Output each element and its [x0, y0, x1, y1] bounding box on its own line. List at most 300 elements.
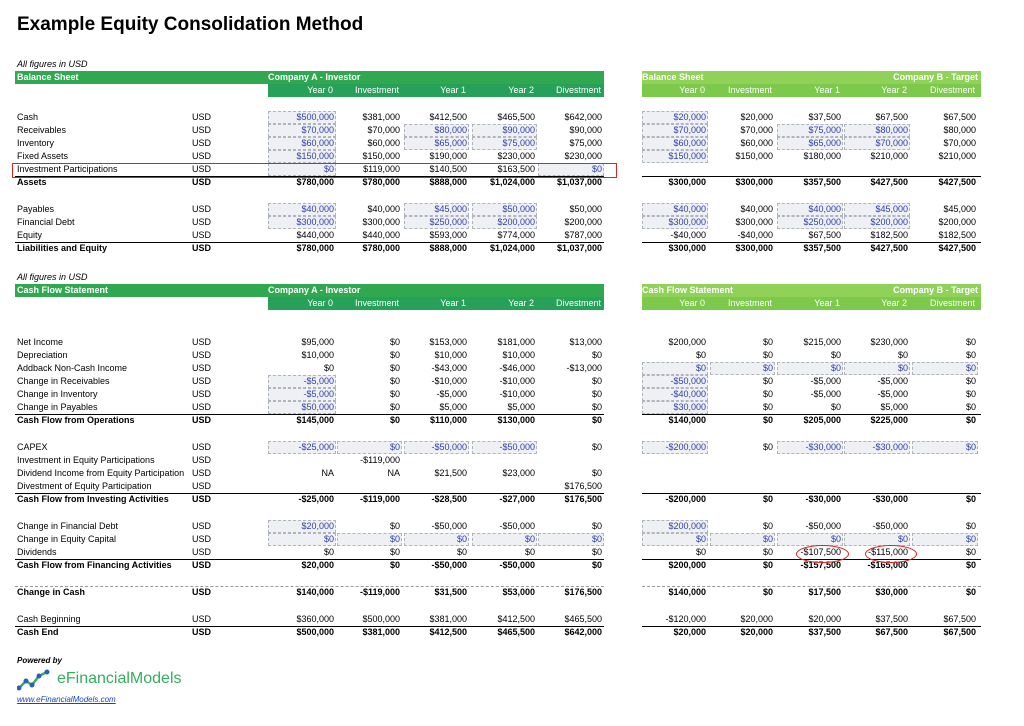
row-label: Fixed Assets	[17, 151, 69, 161]
value-cell-a[interactable]: $150,000	[268, 150, 336, 163]
value-cell-b: $150,000	[735, 151, 773, 161]
value-cell-b: $20,000	[673, 627, 706, 637]
value-cell-a: $0	[591, 521, 602, 531]
value-cell-a[interactable]: $0	[268, 533, 336, 546]
value-cell-b: $67,500	[875, 627, 908, 637]
value-cell-b: $0	[965, 587, 976, 597]
value-cell-a: $787,000	[564, 230, 602, 240]
value-cell-b[interactable]: -$50,000	[642, 375, 708, 388]
value-cell-b	[710, 454, 775, 467]
value-cell-b: $182,500	[938, 230, 976, 240]
row-label: Financial Debt	[17, 217, 75, 227]
value-cell-b: $0	[965, 376, 976, 386]
value-cell-a: $40,000	[367, 204, 400, 214]
value-cell-a: $0	[591, 415, 602, 425]
value-cell-b	[642, 480, 708, 493]
col-header: Divestment	[555, 85, 601, 95]
value-cell-a[interactable]: $60,000	[268, 137, 336, 150]
value-cell-a[interactable]: $20,000	[268, 520, 336, 533]
value-cell-b: $0	[762, 547, 773, 557]
value-cell-a: $1,037,000	[556, 177, 602, 187]
value-cell-a[interactable]: $0	[538, 163, 604, 176]
col-header: Investment	[354, 298, 399, 308]
value-cell-b: $0	[965, 521, 976, 531]
value-cell-b	[642, 163, 708, 176]
row-unit: USD	[192, 204, 212, 214]
row-unit: USD	[192, 587, 212, 597]
value-cell-b[interactable]: $40,000	[777, 203, 843, 216]
value-cell-b[interactable]: -$40,000	[642, 388, 708, 401]
value-cell-b: $0	[965, 402, 976, 412]
value-cell-a: $60,000	[367, 138, 400, 148]
value-cell-b: -$5,000	[810, 376, 841, 386]
value-cell-a: $0	[591, 547, 602, 557]
value-cell-a: $0	[323, 547, 334, 557]
value-cell-a: -$10,000	[499, 376, 535, 386]
value-cell-a: $1,024,000	[489, 243, 535, 253]
value-cell-a: $0	[591, 468, 602, 478]
value-cell-b	[844, 454, 910, 467]
value-cell-b[interactable]: $300,000	[642, 216, 708, 229]
value-cell-b: $427,500	[938, 177, 976, 187]
row-label: Change in Equity Capital	[17, 534, 117, 544]
value-cell-b[interactable]: $0	[844, 362, 910, 375]
value-cell-a: $0	[389, 389, 400, 399]
efinancialmodels-logo	[17, 668, 182, 692]
value-cell-b[interactable]: $0	[710, 533, 775, 546]
value-cell-a: -$28,500	[431, 494, 467, 504]
value-cell-b: $182,500	[870, 230, 908, 240]
value-cell-b[interactable]: $0	[912, 441, 978, 454]
value-cell-b[interactable]: -$30,000	[777, 441, 843, 454]
value-cell-b[interactable]: $80,000	[844, 124, 910, 137]
value-cell-b: $67,500	[808, 230, 841, 240]
value-cell-a: -$10,000	[431, 376, 467, 386]
value-cell-b: $0	[965, 350, 976, 360]
value-cell-a: $110,000	[429, 415, 467, 425]
value-cell-a[interactable]: -$50,000	[404, 441, 469, 454]
value-cell-b: -$5,000	[877, 389, 908, 399]
value-cell-b: -$200,000	[665, 494, 706, 504]
row-unit: USD	[192, 481, 212, 491]
value-cell-b: -$115,000	[868, 547, 908, 557]
value-cell-a: $0	[389, 560, 400, 570]
value-cell-b[interactable]: -$200,000	[642, 441, 708, 454]
value-cell-a: $465,500	[564, 614, 602, 624]
value-cell-a	[472, 480, 537, 493]
col-header: Year 2	[881, 85, 907, 95]
table-row	[15, 203, 981, 216]
value-cell-a: $23,000	[502, 468, 535, 478]
column-header-b	[642, 84, 981, 97]
value-cell-b: $20,000	[808, 614, 841, 624]
value-cell-a: $163,500	[497, 164, 535, 174]
table-row	[15, 401, 981, 414]
value-cell-a: $119,000	[363, 164, 400, 174]
col-header: Divestment	[929, 298, 975, 308]
table-row	[15, 124, 981, 137]
value-cell-b: $215,000	[803, 337, 841, 347]
value-cell-b	[642, 467, 708, 480]
table-row	[15, 336, 981, 349]
value-cell-a	[268, 454, 336, 467]
value-cell-b: $20,000	[740, 627, 773, 637]
value-cell-a: $465,500	[497, 627, 535, 637]
value-cell-b: -$157,500	[800, 560, 841, 570]
value-cell-a: $200,000	[564, 217, 602, 227]
value-cell-a[interactable]: $0	[404, 533, 469, 546]
row-label: Change in Inventory	[17, 389, 98, 399]
value-cell-a[interactable]: $0	[268, 163, 336, 176]
table-row	[15, 111, 981, 124]
value-cell-a[interactable]: $50,000	[268, 401, 336, 414]
value-cell-a[interactable]: -$25,000	[268, 441, 336, 454]
row-unit: USD	[192, 442, 212, 452]
value-cell-b[interactable]: $0	[912, 362, 978, 375]
value-cell-a: $0	[389, 376, 400, 386]
value-cell-a: $0	[389, 521, 400, 531]
row-unit: USD	[192, 534, 212, 544]
brand-name: eFinancialModels	[57, 670, 182, 687]
value-cell-a[interactable]: -$5,000	[268, 375, 336, 388]
value-cell-a: $0	[389, 547, 400, 557]
col-header: Year 0	[307, 298, 333, 308]
header-band-b	[642, 71, 981, 84]
value-cell-b: $0	[762, 587, 773, 597]
value-cell-a[interactable]: $0	[538, 533, 604, 546]
value-cell-b: $200,000	[668, 560, 706, 570]
row-unit: USD	[192, 376, 212, 386]
value-cell-b[interactable]: $40,000	[642, 203, 708, 216]
value-cell-b: -$107,500	[800, 547, 841, 557]
table-row	[15, 137, 981, 150]
value-cell-a: $70,000	[367, 125, 400, 135]
value-cell-a: $13,000	[569, 337, 602, 347]
table-row	[15, 493, 981, 506]
value-cell-a: $0	[456, 547, 467, 557]
value-cell-b: $210,000	[870, 151, 908, 161]
value-cell-b: $67,500	[875, 112, 908, 122]
value-cell-b: $0	[762, 389, 773, 399]
chart-trend-icon	[17, 668, 53, 692]
row-label: Dividends	[17, 547, 57, 557]
value-cell-b: $0	[762, 402, 773, 412]
col-header: Year 2	[881, 298, 907, 308]
row-label: Liabilities and Equity	[17, 243, 108, 253]
col-header: Year 1	[814, 298, 840, 308]
value-cell-a[interactable]: $500,000	[268, 111, 336, 124]
row-unit: USD	[192, 547, 212, 557]
value-cell-b: $427,500	[870, 177, 908, 187]
value-cell-b: $0	[695, 350, 706, 360]
value-cell-b: $5,000	[880, 402, 908, 412]
value-cell-a[interactable]: $65,000	[404, 137, 469, 150]
value-cell-a[interactable]: $40,000	[268, 203, 336, 216]
col-header: Investment	[727, 298, 772, 308]
value-cell-b[interactable]: $0	[912, 533, 978, 546]
table-row	[15, 362, 981, 375]
col-header: Year 2	[508, 85, 534, 95]
value-cell-a: $5,000	[439, 402, 467, 412]
value-cell-b[interactable]: $150,000	[642, 150, 708, 163]
value-cell-b: $0	[897, 350, 908, 360]
value-cell-a: -$50,000	[431, 560, 467, 570]
header-band-a	[15, 284, 604, 297]
table-row	[15, 388, 981, 401]
value-cell-a: $500,000	[362, 614, 400, 624]
row-label: Cash End	[17, 627, 59, 637]
value-cell-b[interactable]: $0	[642, 533, 708, 546]
value-cell-b	[844, 163, 910, 176]
value-cell-b[interactable]: $60,000	[642, 137, 708, 150]
value-cell-a: $888,000	[429, 243, 467, 253]
value-cell-a: $0	[389, 363, 400, 373]
value-cell-b[interactable]: $45,000	[844, 203, 910, 216]
value-cell-b: $357,500	[803, 177, 841, 187]
value-cell-b: $200,000	[938, 217, 976, 227]
value-cell-b: $60,000	[740, 138, 773, 148]
value-cell-b: $300,000	[668, 177, 706, 187]
value-cell-b: $0	[830, 350, 841, 360]
cf-title-a: Cash Flow Statement	[17, 285, 109, 295]
value-cell-a: $1,024,000	[489, 177, 535, 187]
value-cell-b	[710, 163, 775, 176]
value-cell-b: $0	[762, 350, 773, 360]
value-cell-a: $50,000	[569, 204, 602, 214]
value-cell-b[interactable]: $70,000	[642, 124, 708, 137]
value-cell-a: -$119,000	[359, 494, 400, 504]
bs-company-b: Company B - Target	[893, 72, 978, 82]
value-cell-a: $412,500	[429, 112, 467, 122]
row-unit: USD	[192, 112, 212, 122]
row-label: Addback Non-Cash Income	[17, 363, 128, 373]
value-cell-a: $10,000	[434, 350, 467, 360]
value-cell-a: -$27,000	[499, 494, 535, 504]
value-cell-b	[912, 454, 978, 467]
value-cell-a[interactable]: $0	[337, 441, 402, 454]
value-cell-a: $642,000	[564, 627, 602, 637]
value-cell-b: $37,500	[808, 627, 841, 637]
value-cell-a: $888,000	[429, 177, 467, 187]
value-cell-b: $0	[965, 389, 976, 399]
value-cell-b[interactable]: $0	[642, 362, 708, 375]
value-cell-a: -$50,000	[431, 521, 467, 531]
value-cell-a: $381,000	[362, 627, 400, 637]
header-band-a	[15, 71, 604, 84]
value-cell-a: $75,000	[569, 138, 602, 148]
value-cell-b[interactable]: $20,000	[642, 111, 708, 124]
value-cell-b: $205,000	[803, 415, 841, 425]
value-cell-b: $0	[762, 494, 773, 504]
row-unit: USD	[192, 415, 212, 425]
row-label: Investment in Equity Participations	[17, 455, 155, 465]
value-cell-b: -$40,000	[737, 230, 773, 240]
value-cell-a: $90,000	[569, 125, 602, 135]
row-label: Cash Flow from Investing Activities	[17, 494, 169, 504]
value-cell-a[interactable]: $45,000	[404, 203, 469, 216]
investment-participations-highlight	[12, 163, 617, 178]
value-cell-b[interactable]: $70,000	[844, 137, 910, 150]
value-cell-b	[844, 480, 910, 493]
value-cell-a: $774,000	[497, 230, 535, 240]
value-cell-a[interactable]: $300,000	[268, 216, 336, 229]
value-cell-a[interactable]: $70,000	[268, 124, 336, 137]
table-row	[15, 150, 981, 163]
row-unit: USD	[192, 151, 212, 161]
value-cell-a: $465,500	[497, 112, 535, 122]
column-header-b	[642, 297, 981, 310]
value-cell-b[interactable]: $30,000	[642, 401, 708, 414]
row-label: Cash Flow from Operations	[17, 415, 135, 425]
row-unit: USD	[192, 468, 212, 478]
value-cell-a: -$5,000	[436, 389, 467, 399]
row-label: Change in Payables	[17, 402, 98, 412]
value-cell-b[interactable]: $0	[777, 362, 843, 375]
value-cell-b[interactable]: $200,000	[844, 216, 910, 229]
value-cell-b: $140,000	[668, 587, 706, 597]
value-cell-b: $300,000	[668, 243, 706, 253]
value-cell-b: $225,000	[870, 415, 908, 425]
table-row	[15, 414, 981, 427]
value-cell-a[interactable]: $75,000	[472, 137, 537, 150]
value-cell-a: $5,000	[507, 402, 535, 412]
bs-company-a: Company A - Investor	[268, 72, 361, 82]
value-cell-b	[912, 163, 978, 176]
value-cell-a: -$119,000	[359, 587, 400, 597]
col-header: Year 0	[307, 85, 333, 95]
col-header: Year 1	[440, 85, 466, 95]
table-row	[15, 454, 981, 467]
value-cell-a[interactable]: $0	[472, 533, 537, 546]
value-cell-b: -$30,000	[872, 494, 908, 504]
value-cell-a: $1,037,000	[556, 243, 602, 253]
value-cell-a: $150,000	[362, 151, 400, 161]
value-cell-b: $37,500	[808, 112, 841, 122]
value-cell-a: $642,000	[564, 112, 602, 122]
value-cell-a[interactable]: -$5,000	[268, 388, 336, 401]
value-cell-b[interactable]: $0	[844, 533, 910, 546]
value-cell-a[interactable]: $80,000	[404, 124, 469, 137]
value-cell-a: $0	[323, 363, 334, 373]
value-cell-b: $427,500	[870, 243, 908, 253]
value-cell-b[interactable]: $75,000	[777, 124, 843, 137]
row-unit: USD	[192, 627, 212, 637]
row-unit: USD	[192, 494, 212, 504]
value-cell-b[interactable]: $65,000	[777, 137, 843, 150]
value-cell-b: -$120,000	[665, 614, 706, 624]
row-label: Cash Flow from Financing Activities	[17, 560, 172, 570]
row-unit: USD	[192, 177, 212, 187]
value-cell-b: $30,000	[875, 587, 908, 597]
row-unit: USD	[192, 243, 212, 253]
value-cell-b: $37,500	[875, 614, 908, 624]
value-cell-a: $153,000	[429, 337, 467, 347]
value-cell-a: -$119,000	[360, 455, 400, 465]
row-label: Cash	[17, 112, 39, 122]
value-cell-a: -$10,000	[499, 389, 535, 399]
cash-flow-table	[15, 284, 981, 644]
table-row	[15, 349, 981, 362]
value-cell-a: -$25,000	[298, 494, 334, 504]
value-cell-a[interactable]: $50,000	[472, 203, 537, 216]
value-cell-a: $176,500	[564, 587, 602, 597]
value-cell-a[interactable]: $250,000	[404, 216, 469, 229]
value-cell-b[interactable]: $0	[777, 533, 843, 546]
row-unit: USD	[192, 389, 212, 399]
value-cell-b: -$5,000	[810, 389, 841, 399]
value-cell-b: $20,000	[740, 614, 773, 624]
col-header: Year 0	[679, 298, 705, 308]
value-cell-a: $0	[591, 350, 602, 360]
row-unit: USD	[192, 363, 212, 373]
value-cell-a: -$50,000	[499, 521, 535, 531]
row-unit: USD	[192, 614, 212, 624]
value-cell-b: $70,000	[740, 125, 773, 135]
value-cell-b: $0	[965, 415, 976, 425]
value-cell-b[interactable]: $200,000	[642, 520, 708, 533]
value-cell-b: $180,000	[803, 151, 841, 161]
value-cell-a: $31,500	[434, 587, 467, 597]
value-cell-a[interactable]: $90,000	[472, 124, 537, 137]
value-cell-a: $181,000	[497, 337, 535, 347]
value-cell-a: $53,000	[502, 587, 535, 597]
table-row	[15, 533, 981, 546]
row-label: Inventory	[17, 138, 55, 148]
dividend-year2-highlight	[865, 545, 917, 563]
value-cell-b: $427,500	[938, 243, 976, 253]
figures-note: All figures in USD	[17, 59, 88, 69]
value-cell-b[interactable]: $0	[710, 362, 775, 375]
value-cell-a: $130,000	[497, 415, 535, 425]
value-cell-b: -$50,000	[805, 521, 841, 531]
value-cell-a	[472, 454, 537, 467]
col-header: Year 0	[679, 85, 705, 95]
value-cell-a[interactable]: -$50,000	[472, 441, 537, 454]
value-cell-b: $80,000	[943, 125, 976, 135]
row-label: Divestment of Equity Participation	[17, 481, 152, 491]
row-label: Equity	[17, 230, 43, 240]
value-cell-a: $593,000	[429, 230, 467, 240]
value-cell-b	[777, 163, 843, 176]
website-link[interactable]: www.eFinancialModels.com	[17, 695, 116, 704]
value-cell-b[interactable]: -$30,000	[844, 441, 910, 454]
row-label: Net Income	[17, 337, 64, 347]
value-cell-a[interactable]: $200,000	[472, 216, 537, 229]
row-unit: USD	[192, 521, 212, 531]
row-label: Payables	[17, 204, 55, 214]
table-row	[15, 586, 981, 599]
value-cell-b	[642, 454, 708, 467]
value-cell-a[interactable]: $0	[337, 533, 402, 546]
row-unit: USD	[192, 402, 212, 412]
col-header: Investment	[354, 85, 399, 95]
value-cell-b: $0	[762, 442, 773, 452]
table-row	[15, 242, 981, 255]
value-cell-a: $412,500	[497, 614, 535, 624]
value-cell-a: $0	[389, 337, 400, 347]
column-header-a	[268, 84, 604, 97]
row-label: Change in Cash	[17, 587, 86, 597]
value-cell-a: NA	[321, 468, 334, 478]
value-cell-b	[777, 480, 843, 493]
row-unit: USD	[192, 337, 212, 347]
value-cell-b: $67,500	[943, 627, 976, 637]
row-unit: USD	[192, 350, 212, 360]
value-cell-b[interactable]: $250,000	[777, 216, 843, 229]
table-row	[15, 216, 981, 229]
table-row	[15, 626, 981, 639]
value-cell-b	[912, 480, 978, 493]
